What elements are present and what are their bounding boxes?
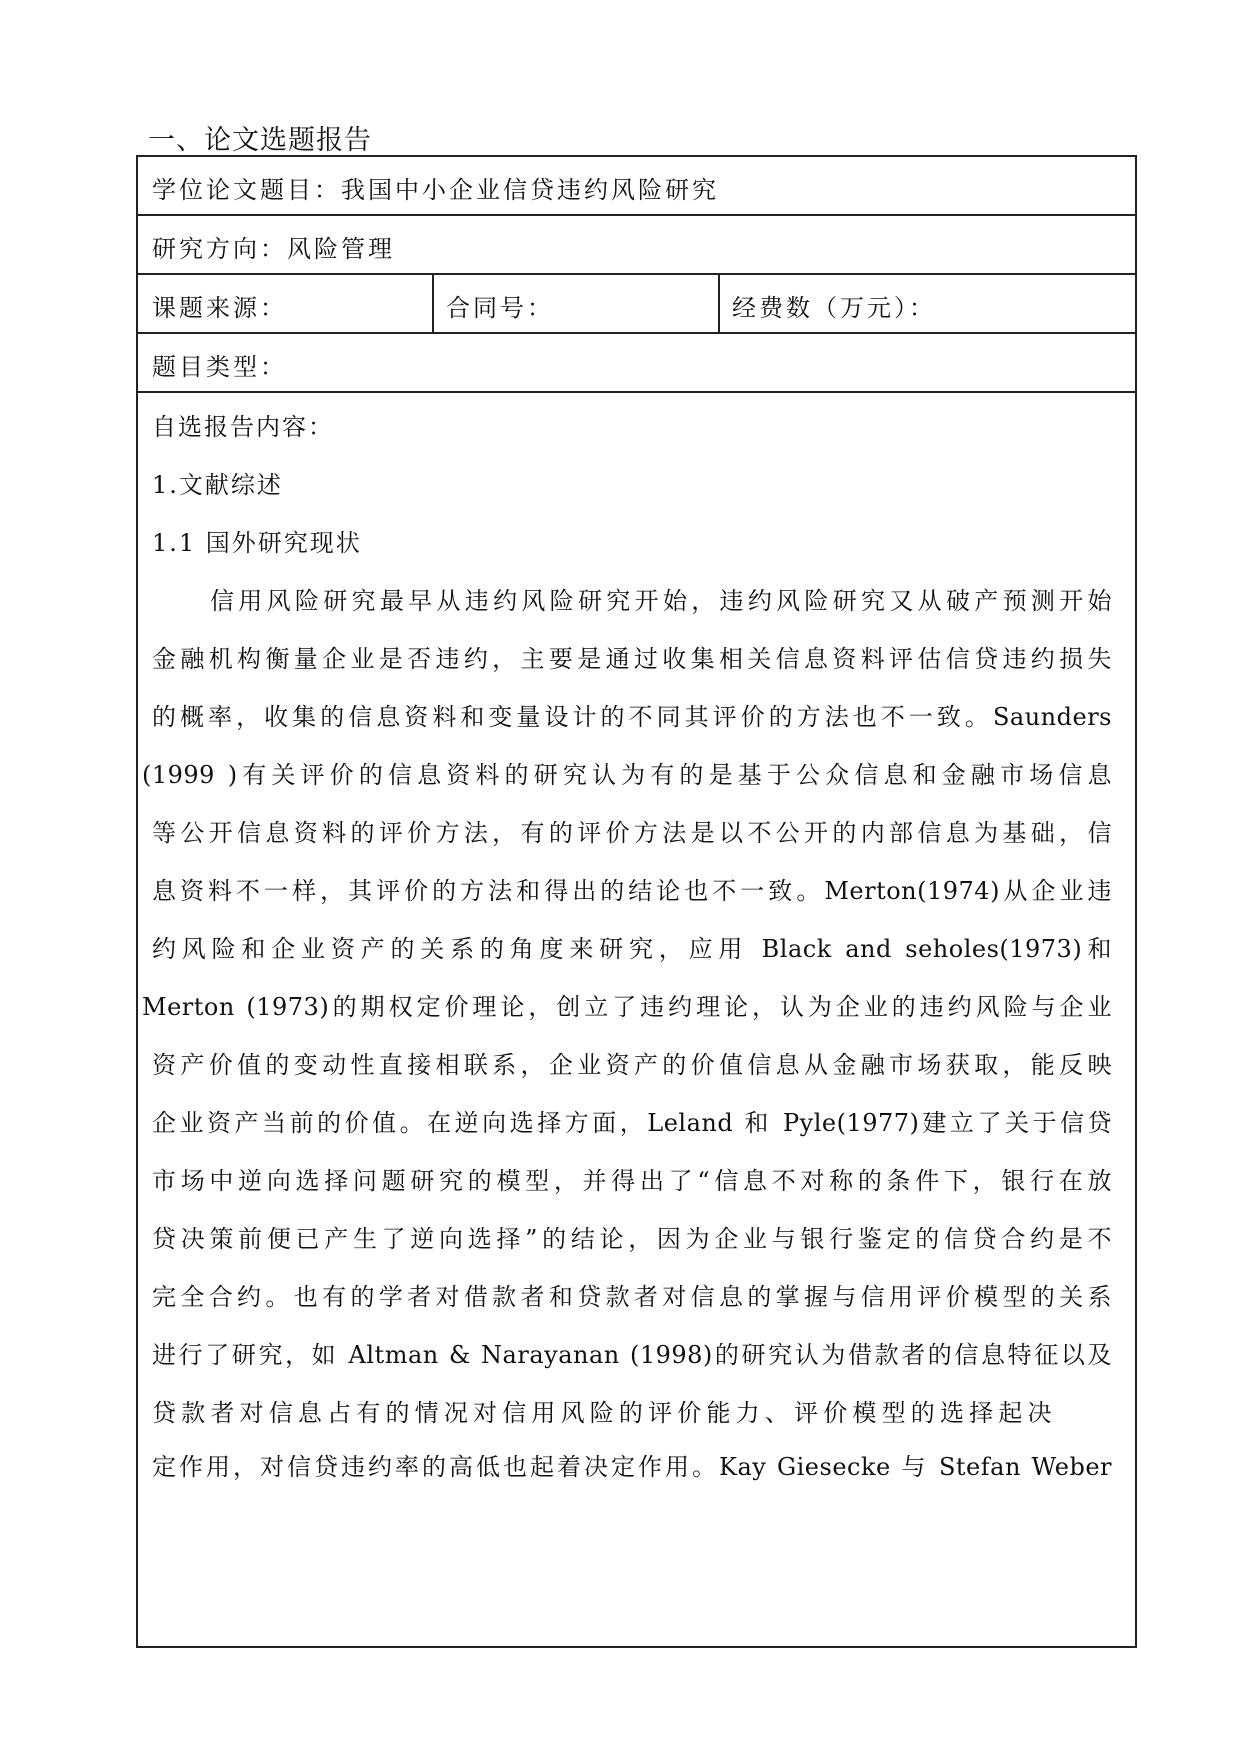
paragraph-line: Merton (1973)的期权定价理论，创立了违约理论，认为企业的违约风险与企业 — [142, 993, 1112, 1021]
paragraph-line: 企业资产当前的价值。在逆向选择方面，Leland 和 Pyle(1977)建立了关于信贷 — [152, 1109, 1112, 1137]
topic-type-row — [138, 334, 1135, 393]
paragraph-line: (1999 )有关评价的信息资料的研究认为有的是基于公众信息和金融市场信息 — [142, 761, 1112, 789]
source-label: 课题来源： — [152, 294, 287, 322]
paragraph-line: 等公开信息资料的评价方法，有的评价方法是以不公开的内部信息为基础，信 — [152, 819, 1112, 847]
paragraph-line: 的概率，收集的信息资料和变量设计的不同其评价的方法也不一致。Saunders — [152, 703, 1112, 731]
research-direction-value: 风险管理 — [287, 235, 395, 263]
paragraph-line: 进行了研究，如 Altman & Narayanan (1998)的研究认为借款者的信息特征以及 — [152, 1341, 1112, 1369]
topic-type-label: 题目类型： — [152, 353, 287, 381]
literature-review-heading: 1.文献综述 — [152, 471, 283, 499]
funding-cell — [720, 275, 1135, 332]
paragraph-line: 完全合约。也有的学者对借款者和贷款者对信息的掌握与信用评价模型的关系 — [152, 1283, 1112, 1311]
contract-label: 合同号： — [446, 294, 554, 322]
section-title: 一、论文选题报告 — [148, 125, 372, 156]
research-direction-label: 研究方向： — [152, 235, 287, 263]
research-direction-field — [152, 229, 395, 264]
research-direction-row — [138, 216, 1135, 275]
paragraph-line: 信用风险研究最早从违约风险研究开始，违约风险研究又从破产预测开始 — [210, 587, 1112, 615]
paragraph-line: 金融机构衡量企业是否违约，主要是通过收集相关信息资料评估信贷违约损失 — [152, 645, 1112, 673]
paragraph-line: 息资料不一样，其评价的方法和得出的结论也不一致。Merton(1974)从企业违 — [152, 877, 1112, 905]
paragraph-line: 贷决策前便已产生了逆向选择”的结论，因为企业与银行鉴定的信贷合约是不 — [152, 1225, 1112, 1253]
paragraph-line: 资产价值的变动性直接相联系，企业资产的价值信息从金融市场获取，能反映 — [152, 1051, 1112, 1079]
thesis-title-value: 我国中小企业信贷违约风险研究 — [341, 176, 719, 204]
source-cell — [138, 275, 433, 332]
report-content-label: 自选报告内容： — [152, 413, 334, 441]
topic-report-form — [136, 155, 1137, 1648]
contract-cell — [434, 275, 719, 332]
source-contract-funding-row — [138, 275, 1135, 334]
paragraph-line: 市场中逆向选择问题研究的模型，并得出了“信息不对称的条件下，银行在放 — [152, 1167, 1112, 1195]
paragraph-line: 约风险和企业资产的关系的角度来研究，应用 Black and seholes(1973)和 — [152, 935, 1112, 963]
report-content — [138, 393, 1135, 1646]
paragraph-line: 定作用，对信贷违约率的高低也起着决定作用。Kay Giesecke 与 Stefan Weber — [152, 1453, 1112, 1481]
thesis-title-row — [138, 157, 1135, 216]
thesis-title-field — [152, 170, 719, 205]
thesis-title-label: 学位论文题目： — [152, 176, 341, 204]
paragraph-line: 贷款者对信息占有的情况对信用风险的评价能力、评价模型的选择起决 — [152, 1399, 1052, 1427]
funding-label: 经费数（万元）： — [732, 294, 936, 322]
foreign-research-heading: 1.1 国外研究现状 — [152, 529, 362, 557]
